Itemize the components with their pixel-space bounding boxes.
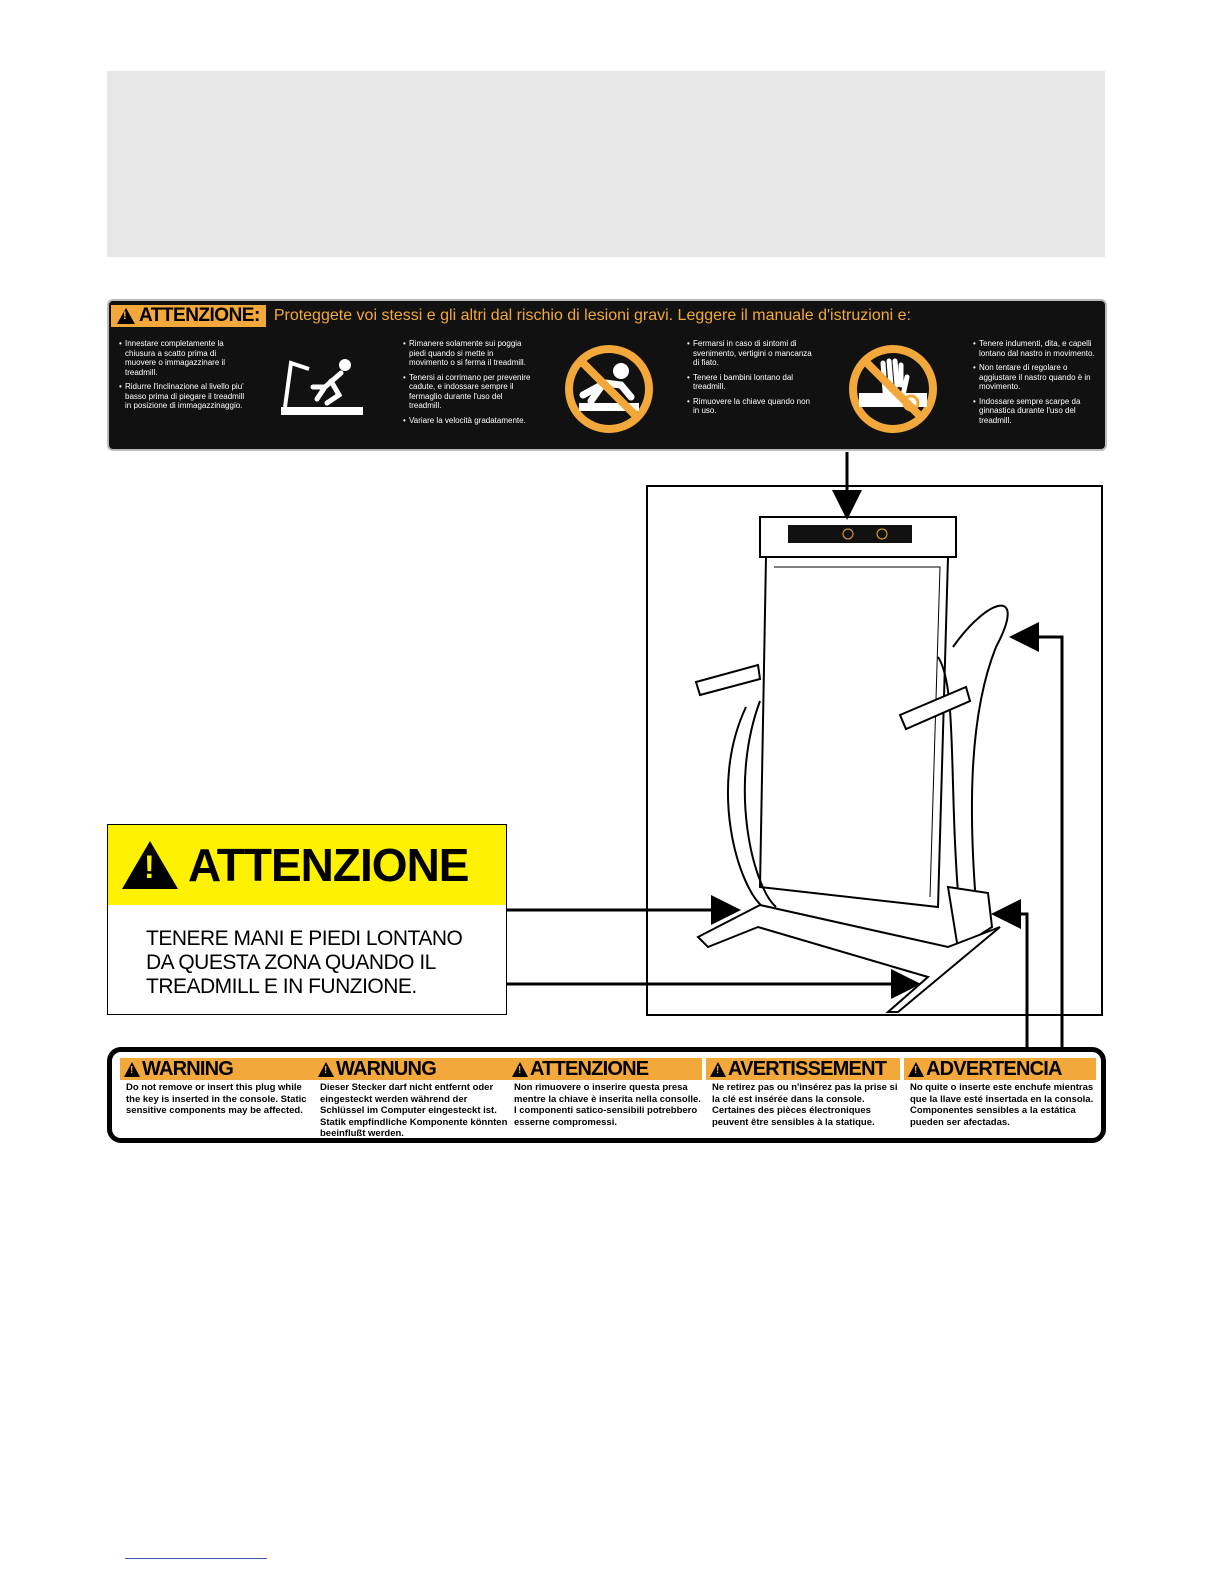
warning-triangle-icon: ! xyxy=(122,841,178,889)
list-item: • Fermarsi in caso di sintomi di svenimento, vertigini o mancanza di fiato. xyxy=(687,339,817,368)
list-item: • Tenere i bambini lontano dal treadmill. xyxy=(687,373,817,392)
list-item: • Ridurre l'inclinazione al livello piu' basso prima di piegare il treadmill in posizione di immagazzinaggio. xyxy=(119,382,249,411)
warning-heading: ADVERTENCIA xyxy=(926,1057,1062,1080)
warning-de xyxy=(314,1058,508,1140)
list-item: • Rimanere solamente sui poggia piedi quando si mette in movimento o si ferma il treadmill. xyxy=(403,339,533,368)
sign-line: DA QUESTA ZONA QUANDO IL xyxy=(146,951,436,974)
warning-heading: AVERTISSEMENT xyxy=(728,1057,887,1080)
warning-text: Non rimuovere o inserire questa presa mentre la chiave è inserita nella consolle. I componenti satico-sensibili potrebbero esserne compromessi. xyxy=(514,1082,701,1128)
warning-en xyxy=(120,1058,314,1117)
warning-heading: WARNUNG xyxy=(336,1057,436,1080)
badge-text: ATTENZIONE: xyxy=(139,305,260,326)
list-item: • Innestare completamente la chiusura a scatto prima di muovere o immagazzinare il treadmill. xyxy=(119,339,249,377)
warning-it xyxy=(508,1058,702,1128)
top-warning-header-text: Proteggete voi stessi e gli altri dal rischio di lesioni gravi. Leggere il manuale d'istruzioni e: xyxy=(273,307,911,324)
footer-rule xyxy=(125,1558,267,1559)
warning-triangle-icon xyxy=(908,1062,924,1077)
sign-line: TREADMILL E IN FUNZIONE. xyxy=(146,975,417,998)
list-item: • Tenere indumenti, dita, e capelli lontano dal nastro in movimento. xyxy=(973,339,1103,358)
multilingual-plug-warning xyxy=(107,1047,1106,1143)
warning-triangle-icon xyxy=(318,1062,334,1077)
warning-fr xyxy=(706,1058,900,1128)
warning-text: Dieser Stecker darf nicht entfernt oder eingesteckt werden während der Schlüssel im Computer eingesteckt ist. Statik empfindliche Komponente könnten beeinflußt werden. xyxy=(320,1082,508,1139)
warning-text: Ne retirez pas ou n'insérez pas la prise si la clé est insérée dans la console. Certaines des pièces électroniques peuvent être sensibles à la statique. xyxy=(712,1082,898,1128)
warning-heading: ATTENZIONE xyxy=(530,1057,649,1080)
sign-title: ATTENZIONE xyxy=(188,839,469,891)
warning-text: No quite o inserte este enchufe mientras que la llave esté insertada en la consola. Componentes sensibles a la estática pueden ser afectadas. xyxy=(910,1082,1094,1128)
list-item: • Indossare sempre scarpe da ginnastica durante l'uso del treadmill. xyxy=(973,397,1103,426)
warning-text: Do not remove or insert this plug while the key is inserted in the console. Static sensitive components may be affected. xyxy=(126,1082,307,1116)
warning-heading: WARNING xyxy=(142,1057,234,1080)
list-item: • Non tentare di regolare o aggiustare il nastro quando è in movimento. xyxy=(973,363,1103,392)
warning-triangle-icon xyxy=(512,1062,528,1077)
warning-triangle-icon xyxy=(710,1062,726,1077)
list-item: • Rimuovere la chiave quando non in uso. xyxy=(687,397,817,416)
list-item: • Variare la velocità gradatamente. xyxy=(403,416,533,426)
warning-triangle-icon xyxy=(124,1062,140,1077)
sign-line: TENERE MANI E PIEDI LONTANO xyxy=(146,927,463,950)
warning-es xyxy=(904,1058,1096,1128)
list-item: • Tenersi ai corrimano per prevenire cadute, e indossare sempre il fermaglio durante l'uso del treadmill. xyxy=(403,373,533,411)
